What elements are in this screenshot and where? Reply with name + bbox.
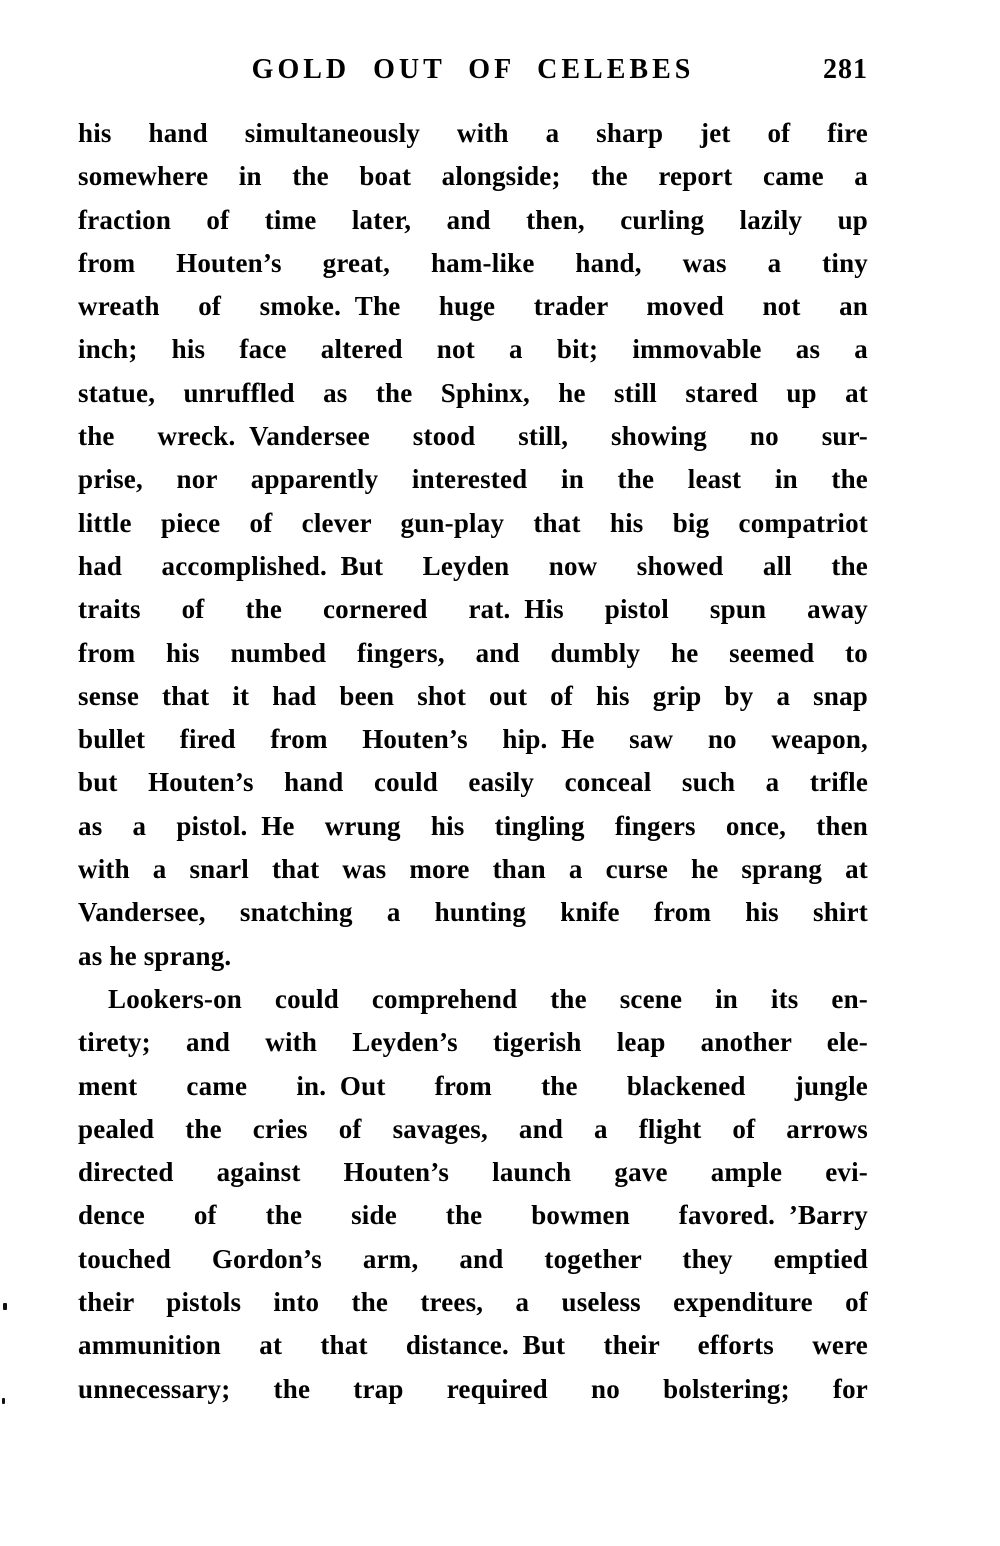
text-line: Vandersee, snatching a hunting knife from his shirt bbox=[78, 897, 868, 928]
text-line: but Houten’s hand could easily conceal such a trifle bbox=[78, 767, 868, 798]
text-line: his hand simultaneously with a sharp jet of fire bbox=[78, 118, 868, 148]
scan-speck bbox=[2, 1398, 5, 1404]
text-line: somewhere in the boat alongside; the report came a bbox=[78, 161, 868, 192]
page-number: 281 bbox=[823, 54, 868, 85]
text-line: unnecessary; the trap required no bolstering; for bbox=[78, 1373, 868, 1404]
text-line: the wreck. Vandersee stood still, showing no sur- bbox=[78, 421, 868, 452]
text-line: dence of the side the bowmen favored. ’Barry bbox=[78, 1200, 868, 1231]
text-line: ment came in. Out from the blackened jungle bbox=[78, 1070, 868, 1101]
text-line: as a pistol. He wrung his tingling fingers once, then bbox=[78, 810, 868, 841]
text-line: directed against Houten’s launch gave ample evi- bbox=[78, 1157, 868, 1188]
text-line: bullet fired from Houten’s hip. He saw no weapon, bbox=[78, 724, 868, 755]
text-line: statue, unruffled as the Sphinx, he still stared up at bbox=[78, 377, 868, 408]
text-line: had accomplished. But Leyden now showed all the bbox=[78, 550, 868, 581]
text-line: Lookers-on could comprehend the scene in its en- bbox=[108, 983, 868, 1014]
paragraph bbox=[78, 978, 868, 1411]
text-line: with a snarl that was more than a curse he sprang at bbox=[78, 854, 868, 885]
text-line: traits of the cornered rat. His pistol spun away bbox=[78, 594, 868, 625]
text-line: prise, nor apparently interested in the least in the bbox=[78, 464, 868, 495]
text-line: wreath of smoke. The huge trader moved not an bbox=[78, 291, 868, 322]
text-line: pealed the cries of savages, and a flight of arrows bbox=[78, 1113, 868, 1144]
scan-speck bbox=[3, 1303, 7, 1310]
text-line: inch; his face altered not a bit; immovable as a bbox=[78, 334, 868, 365]
text-line: their pistols into the trees, a useless expenditure of bbox=[78, 1287, 868, 1318]
text-line: tirety; and with Leyden’s tigerish leap another ele- bbox=[78, 1027, 868, 1058]
text-line: ammunition at that distance. But their efforts were bbox=[78, 1330, 868, 1361]
paragraph bbox=[78, 112, 868, 978]
text-line: from Houten’s great, ham-like hand, was a tiny bbox=[78, 247, 868, 278]
body-text bbox=[78, 112, 868, 1411]
text-line: touched Gordon’s arm, and together they emptied bbox=[78, 1243, 868, 1274]
running-header bbox=[78, 54, 868, 90]
text-line: little piece of clever gun-play that his big compatriot bbox=[78, 507, 868, 538]
text-line: as he sprang. bbox=[78, 940, 232, 971]
text-line: fraction of time later, and then, curling lazily up bbox=[78, 204, 868, 235]
text-line: sense that it had been shot out of his grip by a snap bbox=[78, 680, 868, 711]
text-line: from his numbed fingers, and dumbly he seemed to bbox=[78, 637, 868, 668]
header-title: GOLD OUT OF CELEBES bbox=[251, 54, 695, 85]
